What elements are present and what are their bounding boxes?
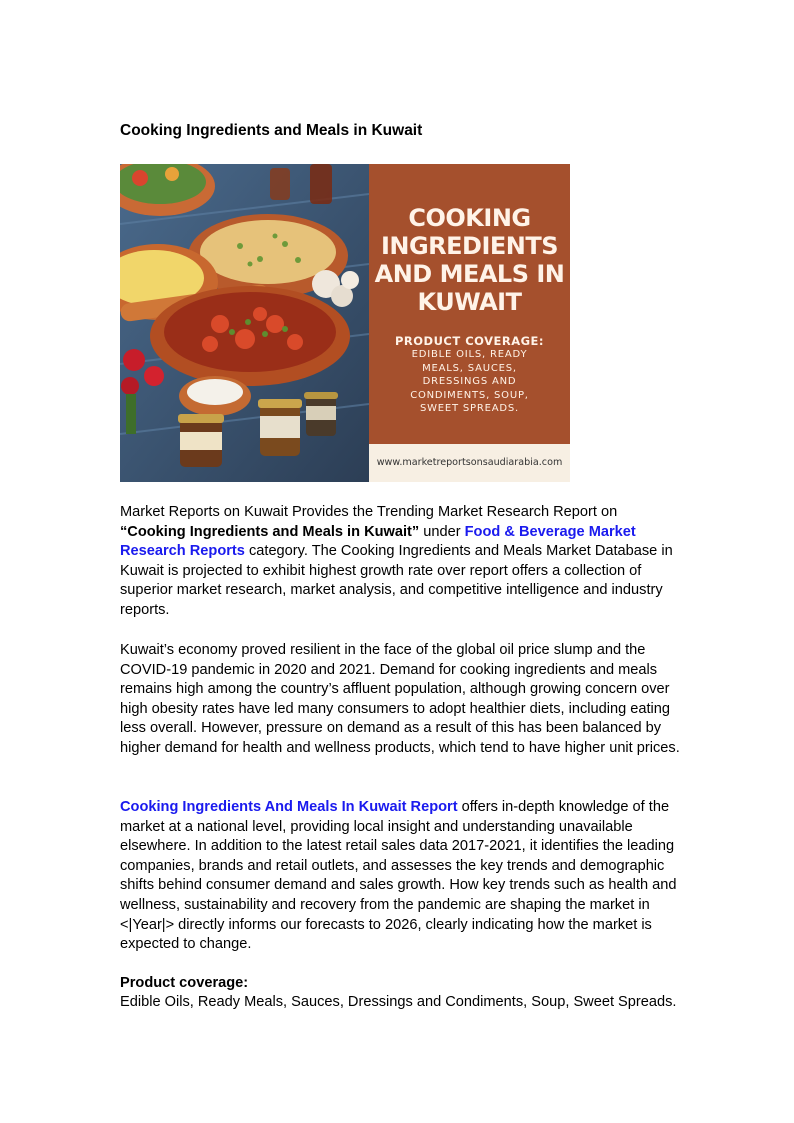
product-coverage-text: Edible Oils, Ready Meals, Sauces, Dressings and Condiments, Soup, Sweet Spreads. [120, 994, 677, 1010]
intro-paragraph [120, 503, 680, 621]
report-link[interactable]: Cooking Ingredients And Meals In Kuwait Report [120, 799, 458, 815]
promo-website: www.marketreportsonsaudiarabia.com [376, 457, 563, 468]
report-name: “Cooking Ingredients and Meals in Kuwait” [120, 523, 420, 540]
promo-panel [369, 164, 570, 482]
promo-coverage-text: EDIBLE OILS, READY MEALS, SAUCES, DRESSINGS AND CONDIMENTS, SOUP, SWEET SPREADS. [410, 349, 529, 415]
under-text: under [419, 523, 465, 540]
page-title: Cooking Ingredients and Meals in Kuwait [120, 122, 423, 139]
product-coverage-heading: Product coverage: [120, 975, 249, 991]
promo-coverage-heading: PRODUCT COVERAGE: [394, 334, 545, 348]
report-banner-image [120, 164, 570, 482]
promo-headline: COOKING INGREDIENTS AND MEALS IN KUWAIT [374, 204, 565, 316]
food-photo [120, 164, 369, 482]
intro-text: Market Reports on Kuwait Provides the Trending Market Research Report on [120, 504, 618, 520]
category-link[interactable]: Food & Beverage Market Research Reports [120, 523, 636, 560]
report-paragraph [120, 798, 680, 955]
report-rest: offers in-depth knowledge of the market at a national level, providing local insight and understanding unavailable elsewhere. In addition to the latest retail sales data 2017-2021, it identifies the leading companies, brands and retail outlets, and assesses the key trends and demographic shifts behind consumer demand and sales growth. How key trends such as health and wellness, sustainability and recovery from the pandemic are shaping the market in <|Year|> directly informs our forecasts to 2026, clearly indicating how the market is expected to change. [120, 799, 677, 953]
promo-footer [369, 444, 570, 482]
intro-rest: category. The Cooking Ingredients and Meals Market Database in Kuwait is projected to exhibit highest growth rate over report offers a collection of superior market research, market analysis, and competitive intelligence and industry reports. [120, 543, 673, 618]
economy-paragraph: Kuwait’s economy proved resilient in the face of the global oil price slump and the COVID-19 pandemic in 2020 and 2021. Demand for cooking ingredients and meals remains high among the country’s affluent population, although growing concern over high obesity rates have led many consumers to adopt healthier diets, including eating less overall. However, pressure on demand as a result of this has been balanced by higher demand for health and wellness products, which tend to have higher unit prices. [120, 642, 680, 756]
